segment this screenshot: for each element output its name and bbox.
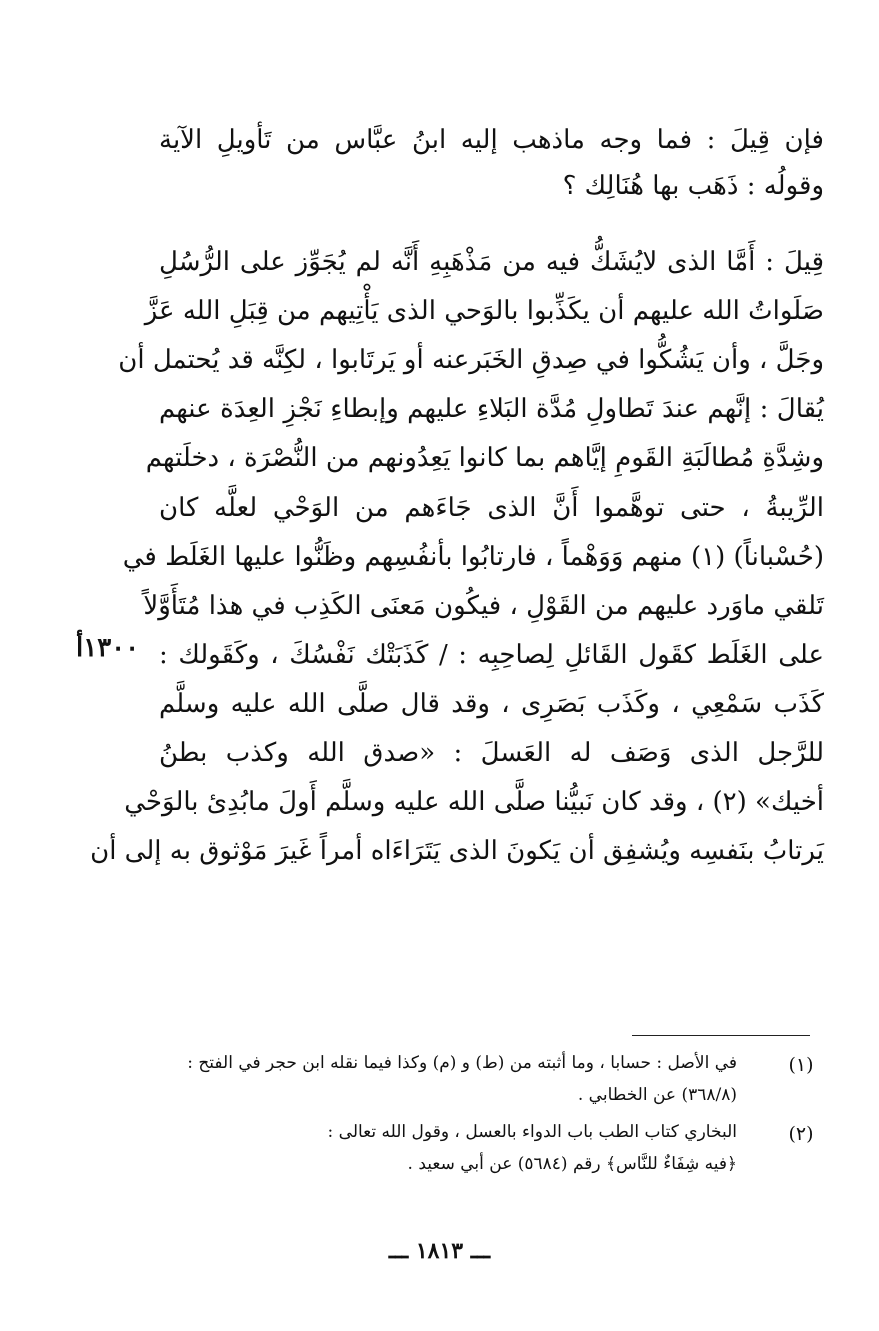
footnote-1-line-2: (٣٦٨/٨) عن الخطابي . <box>577 1085 737 1105</box>
body-line-9: (حُسْباناً) (١) منهم وَوَهْماً ، فارتابُوا بأنفُسِهم وظَنُّوا عليها الغَلَط في <box>122 542 824 572</box>
body-line-4: صَلَواتُ الله عليهم أن يكَذِّبوا بالوَحي الذى يَأْتِيهم من قِبَلِ الله عَزَّ <box>144 296 824 326</box>
footnote-2-line-2: ﴿فيه شِفَاءٌ للنَّاس﴾ رقم (٥٦٨٤) عن أبي سعيد . <box>407 1154 737 1174</box>
body-line-13: للرَّجل الذى وَصَف له العَسلَ : «صدق الله وكذب بطنُ <box>159 738 824 768</box>
body-line-11: على الغَلَط كقَول القَائلِ لِصاحِبِه : / كَذَبَتْك نَفْسُكَ ، وكَقَولك : <box>159 640 824 670</box>
body-line-3: قِيلَ : أَمَّا الذى لايُشَكُّ فيه من مَذْهَبِهِ أَنَّه لم يُجَوِّز على الرُّسُلِ <box>159 247 824 277</box>
footnote-2-line-1: البخاري كتاب الطب باب الدواء بالعسل ، وقول الله تعالى : <box>327 1122 737 1142</box>
body-line-5: وجَلَّ ، وأن يَشُكُّوا في صِدقِ الخَبَرعنه أو يَرتَابوا ، لكِنَّه قد يُحتمل أن <box>118 345 824 375</box>
footnote-1-line-1: في الأصل : حسابا ، وما أثبته من (ط) و (م) وكذا فيما نقله ابن حجر في الفتح : <box>187 1053 737 1073</box>
body-line-2: وقولُه : ذَهَب بها هُنَالِك ؟ <box>562 171 824 201</box>
body-line-10: تَلقي ماوَرد عليهم من القَوْلِ ، فيكُون مَعنَى الكَذِب في هذا مُتَأَوَّلاً <box>143 591 824 621</box>
body-line-12: كَذَب سَمْعِي ، وكَذَب بَصَرِى ، وقد قال صلَّى الله عليه وسلَّم <box>159 689 824 719</box>
body-line-8: الرِّيبةُ ، حتى توهَّموا أَنَّ الذى جَاءَهم من الوَحْي لعلَّه كان <box>159 493 824 523</box>
body-line-15: يَرتابُ بنَفسِه ويُشفِق أن يَكونَ الذى يَتَرَاءَاه أمراً غَيرَ مَوْثوق به إلى أن <box>90 836 824 866</box>
body-line-1: فإن قِيلَ : فما وجه ماذهب إليه ابنُ عبَّاس من تَأويلِ الآية <box>159 125 824 155</box>
body-line-6: يُقالَ : إنَّهم عندَ تَطاولِ مُدَّة البَلاءِ عليهم وإبطاءِ نَجْزِ العِدَة عنهم <box>159 394 824 424</box>
footnote-separator <box>632 1035 810 1036</box>
body-line-7: وشِدَّةِ مُطالَبَةِ القَومِ إيَّاهم بما كانوا يَعِدُونهم من النُّصْرَة ، دخلَتهم <box>145 443 824 473</box>
footnote-2-number: (٢) <box>788 1123 814 1145</box>
page-number: ـــ ١٨١٣ ـــ <box>388 1238 491 1264</box>
footnote-1-number: (١) <box>788 1054 814 1076</box>
body-line-14: أخيك» (٢) ، وقد كان نَبيُّنا صلَّى الله عليه وسلَّم أَولَ مابُدِئ بالوَحْي <box>124 787 824 817</box>
margin-folio-note: ١٣٠٠أ <box>76 633 140 663</box>
